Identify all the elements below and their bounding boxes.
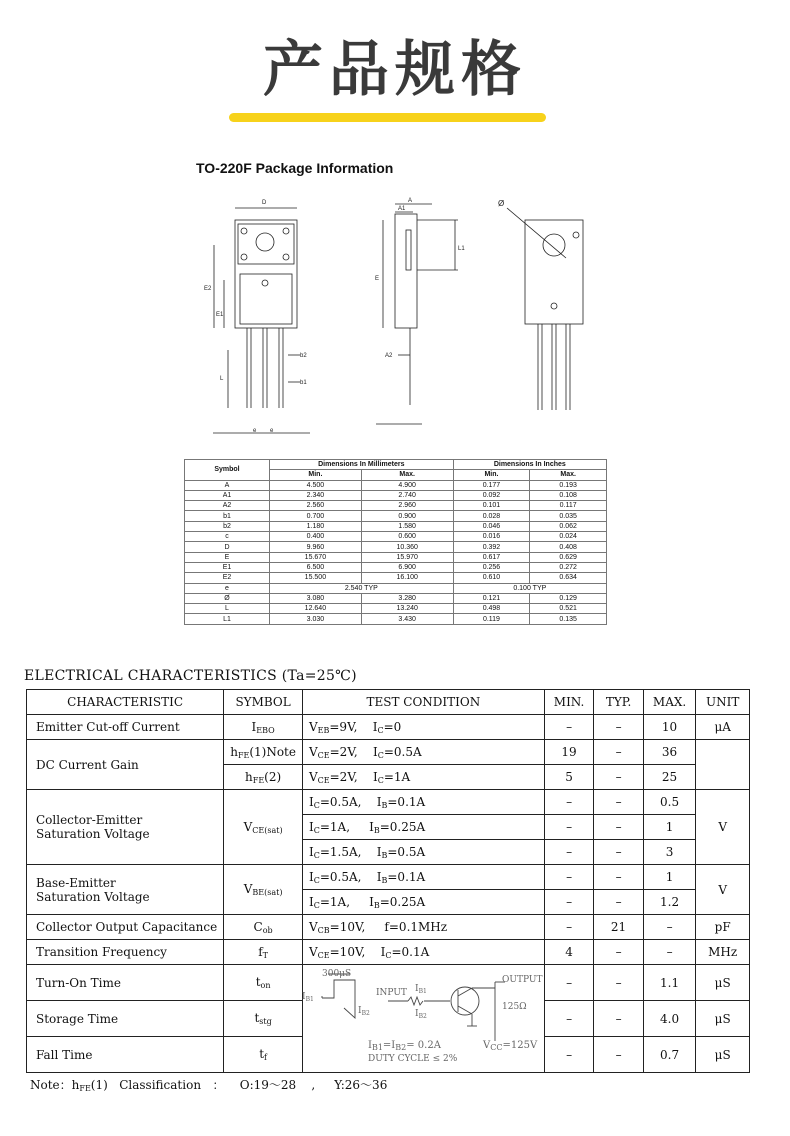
symbol-cell: $t_f$ [224, 1037, 303, 1073]
max-cell: 1.2 [643, 890, 696, 915]
dim-in-min: 0.119 [453, 614, 530, 624]
dim-row [185, 480, 607, 490]
label-A1: A1 [398, 206, 406, 212]
dim-mm-min: 9.960 [270, 542, 362, 552]
condition-cell: $V_{CE}=10V$, $I_C=0.1A$ [302, 940, 544, 965]
label-A2: A2 [385, 353, 393, 359]
condition-cell: $I_C=1A$, $I_B=0.25A$ [302, 815, 544, 840]
dim-header-mm-min: Min. [270, 470, 362, 480]
front-view [213, 208, 310, 433]
unit-cell: μA [696, 715, 750, 740]
dim-row [185, 552, 607, 562]
label-L: L [220, 376, 224, 382]
dim-in-max: 0.629 [530, 552, 607, 562]
output-label: OUTPUT [502, 975, 543, 985]
dim-symbol: L1 [185, 614, 270, 624]
table-row [27, 740, 750, 765]
header-characteristic: CHARACTERISTIC [27, 690, 224, 715]
char-cell: Turn-On Time [27, 965, 224, 1001]
table-row [27, 915, 750, 940]
min-cell: – [544, 915, 594, 940]
label-e1: e [253, 428, 257, 434]
dim-in-max: 0.062 [530, 521, 607, 531]
load-resistor-label: 125Ω [502, 1002, 527, 1012]
page-title: 产品规格 [263, 35, 527, 105]
dim-mm-max: 1.580 [361, 521, 453, 531]
dim-in-min: 0.498 [453, 604, 530, 614]
max-cell: 10 [643, 715, 696, 740]
dim-mm-max: 0.600 [361, 532, 453, 542]
min-cell: 19 [544, 740, 594, 765]
dim-in-min: 0.256 [453, 562, 530, 572]
dim-symbol: A2 [185, 501, 270, 511]
min-cell: – [544, 890, 594, 915]
char-cell: Transition Frequency [27, 940, 224, 965]
condition-cell: $I_C=0.5A$, $I_B=0.1A$ [302, 790, 544, 815]
header-max: MAX. [643, 690, 696, 715]
pulse-width-label: 300μS [322, 969, 352, 979]
dim-row [185, 521, 607, 531]
package-title: TO-220F Package Information [196, 160, 394, 176]
min-cell: – [544, 715, 594, 740]
unit-cell: μS [696, 1001, 750, 1037]
dim-mm-max: 13.240 [361, 604, 453, 614]
unit-cell: MHz [696, 940, 750, 965]
dim-symbol: E [185, 552, 270, 562]
max-cell: 36 [643, 740, 696, 765]
typ-cell: – [594, 940, 643, 965]
dim-in-min: 0.101 [453, 501, 530, 511]
dim-mm-max: 6.900 [361, 562, 453, 572]
min-cell: 4 [544, 940, 594, 965]
label-A: A [408, 198, 413, 204]
ib2-right-label: $I_{B2}$ [415, 1009, 427, 1020]
unit-cell: V [696, 790, 750, 865]
dim-row [185, 604, 607, 614]
dim-in-min: 0.016 [453, 532, 530, 542]
dim-header-in-max: Max. [530, 470, 607, 480]
max-cell: 25 [643, 765, 696, 790]
symbol-cell [224, 715, 303, 740]
typ-cell: – [594, 840, 643, 865]
dim-symbol: E1 [185, 562, 270, 572]
dim-in-max: 0.035 [530, 511, 607, 521]
max-cell: 0.5 [643, 790, 696, 815]
back-view [507, 208, 583, 410]
dim-row [185, 562, 607, 572]
dim-in-min: 0.028 [453, 511, 530, 521]
dim-row [185, 583, 607, 593]
dim-mm-min: 4.500 [270, 480, 362, 490]
dim-in-max: 0.024 [530, 532, 607, 542]
char-cell: Emitter Cut-off Current [27, 715, 224, 740]
label-D: D [262, 200, 267, 206]
symbol-cell: $h_{FE}(1)Note$ [224, 740, 303, 765]
typ-cell: – [594, 965, 643, 1001]
typ-cell: – [594, 1001, 643, 1037]
max-cell: 0.7 [643, 1037, 696, 1073]
header-symbol: SYMBOL [224, 690, 303, 715]
symbol-cell: $t_{on}$ [224, 965, 303, 1001]
symbol-cell: $C_{ob}$ [224, 915, 303, 940]
dim-mm-min: 15.500 [270, 573, 362, 583]
min-cell: – [544, 815, 594, 840]
condition-cell: $I_C=0.5A$, $I_B=0.1A$ [302, 865, 544, 890]
dim-symbol: L [185, 604, 270, 614]
char-line-2: Saturation Voltage [36, 889, 150, 904]
dim-in-max: 0.521 [530, 604, 607, 614]
ib1-right-label: $I_{B1}$ [415, 984, 427, 995]
dim-symbol: A [185, 480, 270, 490]
char-cell: DC Current Gain [27, 740, 224, 790]
dim-row [185, 573, 607, 583]
typ-cell: – [594, 890, 643, 915]
typ-cell: – [594, 815, 643, 840]
dim-mm-max: 15.970 [361, 552, 453, 562]
dim-row [185, 511, 607, 521]
symbol-cell: $h_{FE}(2)$ [224, 765, 303, 790]
typ-cell: – [594, 715, 643, 740]
dim-symbol: b1 [185, 511, 270, 521]
duty-cycle-label: DUTY CYCLE ≤ 2% [368, 1054, 458, 1064]
dim-mm-min: 12.640 [270, 604, 362, 614]
dim-mm-max: 2.740 [361, 490, 453, 500]
dim-symbol: A1 [185, 490, 270, 500]
dim-header-mm-max: Max. [361, 470, 453, 480]
unit-cell: pF [696, 915, 750, 940]
condition-cell: $I_C=1A$, $I_B=0.25A$ [302, 890, 544, 915]
dim-row [185, 542, 607, 552]
label-L1: L1 [458, 246, 465, 252]
min-cell: – [544, 1037, 594, 1073]
table-row [27, 940, 750, 965]
min-cell: 5 [544, 765, 594, 790]
dim-in-max: 0.108 [530, 490, 607, 500]
table-row [27, 790, 750, 815]
header-min: MIN. [544, 690, 594, 715]
dim-symbol: c [185, 532, 270, 542]
dim-mm-max: 2.960 [361, 501, 453, 511]
condition-cell: $V_{CE}=2V$, $I_C=1A$ [302, 765, 544, 790]
header-test-condition: TEST CONDITION [302, 690, 544, 715]
label-b1: b1 [300, 380, 307, 386]
dim-header-in-min: Min. [453, 470, 530, 480]
label-E: E [375, 276, 380, 282]
max-cell: – [643, 940, 696, 965]
ib2-label: $I_{B2}$ [358, 1006, 370, 1017]
input-label: INPUT [376, 988, 407, 998]
dim-in-max: 0.272 [530, 562, 607, 572]
title-underline [229, 113, 546, 122]
dim-mm-max: 3.430 [361, 614, 453, 624]
char-line-1: Collector-Emitter [36, 813, 143, 827]
max-cell: 3 [643, 840, 696, 865]
symbol-cell: $V_{CE(sat)}$ [224, 790, 303, 865]
dim-mm-max: 3.280 [361, 593, 453, 603]
header-typ: TYP. [594, 690, 643, 715]
dim-typ-mm: 2.540 TYP [270, 583, 454, 593]
unit-cell: μS [696, 965, 750, 1001]
condition-cell: $V_{CE}=2V$, $I_C=0.5A$ [302, 740, 544, 765]
min-cell: – [544, 840, 594, 865]
dim-row [185, 490, 607, 500]
dim-row [185, 532, 607, 542]
label-E1: E1 [216, 312, 224, 318]
symbol-sub: EBO [256, 725, 275, 735]
dim-in-min: 0.092 [453, 490, 530, 500]
char-line-1: Base-Emitter [36, 875, 116, 890]
dim-in-max: 0.117 [530, 501, 607, 511]
typ-cell: – [594, 790, 643, 815]
char-cell [27, 865, 224, 915]
max-cell: 1.1 [643, 965, 696, 1001]
label-E2: E2 [204, 286, 212, 292]
min-cell: – [544, 965, 594, 1001]
dim-symbol: Ø [185, 593, 270, 603]
typ-cell: – [594, 865, 643, 890]
dim-in-min: 0.046 [453, 521, 530, 531]
max-cell: – [643, 915, 696, 940]
max-cell: 1 [643, 865, 696, 890]
vcc-label: $V_{CC}=125V$ [483, 1040, 538, 1052]
dim-in-min: 0.610 [453, 573, 530, 583]
dim-in-max: 0.408 [530, 542, 607, 552]
dim-row [185, 593, 607, 603]
dimension-table [184, 459, 607, 625]
char-cell: Fall Time [27, 1037, 224, 1073]
dim-mm-min: 2.340 [270, 490, 362, 500]
symbol-text: I [251, 719, 257, 734]
dim-mm-min: 1.180 [270, 521, 362, 531]
char-cell: Storage Time [27, 1001, 224, 1037]
dim-symbol: D [185, 542, 270, 552]
table-row [27, 865, 750, 890]
label-e2: e [270, 428, 274, 434]
classification-note: Note：$h_{FE}(1)$ Classification ： O:19～28 , Y:26～36 [30, 1078, 388, 1093]
table-row [27, 715, 750, 740]
dim-mm-max: 4.900 [361, 480, 453, 490]
label-phi: Ø [498, 199, 505, 208]
typ-cell: 21 [594, 915, 643, 940]
side-view [376, 204, 458, 424]
dim-in-max: 0.129 [530, 593, 607, 603]
unit-cell: V [696, 865, 750, 915]
dim-symbol: e [185, 583, 270, 593]
dim-row [185, 501, 607, 511]
typ-cell: – [594, 765, 643, 790]
dim-in-min: 0.392 [453, 542, 530, 552]
dim-in-min: 0.177 [453, 480, 530, 490]
dim-typ-inch: 0.100 TYP [453, 583, 606, 593]
dim-mm-min: 3.080 [270, 593, 362, 603]
dim-mm-max: 16.100 [361, 573, 453, 583]
condition-cell: $V_{EB}=9V$, $I_C=0$ [302, 715, 544, 740]
typ-cell: – [594, 740, 643, 765]
max-cell: 4.0 [643, 1001, 696, 1037]
dim-in-max: 0.135 [530, 614, 607, 624]
unit-cell [696, 740, 750, 790]
dim-in-max: 0.193 [530, 480, 607, 490]
dim-mm-min: 2.560 [270, 501, 362, 511]
dim-symbol: b2 [185, 521, 270, 531]
dim-symbol: E2 [185, 573, 270, 583]
dim-mm-min: 15.670 [270, 552, 362, 562]
dim-mm-min: 0.400 [270, 532, 362, 542]
max-cell: 1 [643, 815, 696, 840]
label-b2: b2 [300, 353, 307, 359]
dim-table-body [185, 480, 607, 624]
symbol-cell: $V_{BE(sat)}$ [224, 865, 303, 915]
electrical-heading: ELECTRICAL CHARACTERISTICS (Ta=25℃) [24, 668, 357, 684]
header-unit: UNIT [696, 690, 750, 715]
symbol-cell: $t_{stg}$ [224, 1001, 303, 1037]
ib1-label: $I_{B1}$ [302, 992, 314, 1003]
typ-cell: – [594, 1037, 643, 1073]
package-drawings [200, 190, 600, 440]
dim-in-min: 0.617 [453, 552, 530, 562]
dim-in-max: 0.634 [530, 573, 607, 583]
dim-header-symbol: Symbol [185, 460, 270, 481]
dim-row [185, 614, 607, 624]
min-cell: – [544, 865, 594, 890]
char-cell [27, 790, 224, 865]
min-cell: – [544, 790, 594, 815]
char-line-2: Saturation Voltage [36, 827, 150, 841]
dim-header-inch: Dimensions In Inches [453, 460, 606, 470]
char-cell: Collector Output Capacitance [27, 915, 224, 940]
dim-mm-max: 10.360 [361, 542, 453, 552]
unit-cell: μS [696, 1037, 750, 1073]
dim-mm-min: 3.030 [270, 614, 362, 624]
dim-mm-min: 6.500 [270, 562, 362, 572]
dim-mm-max: 0.900 [361, 511, 453, 521]
dim-in-min: 0.121 [453, 593, 530, 603]
ib-equation-label: $I_{B1}=I_{B2}= 0.2A$ [368, 1040, 441, 1052]
condition-cell: $V_{CB}=10V$, f=0.1MHz [302, 915, 544, 940]
symbol-cell: $f_T$ [224, 940, 303, 965]
dim-mm-min: 0.700 [270, 511, 362, 521]
condition-cell: $I_C=1.5A$, $I_B=0.5A$ [302, 840, 544, 865]
dim-header-mm: Dimensions In Millimeters [270, 460, 454, 470]
min-cell: – [544, 1001, 594, 1037]
